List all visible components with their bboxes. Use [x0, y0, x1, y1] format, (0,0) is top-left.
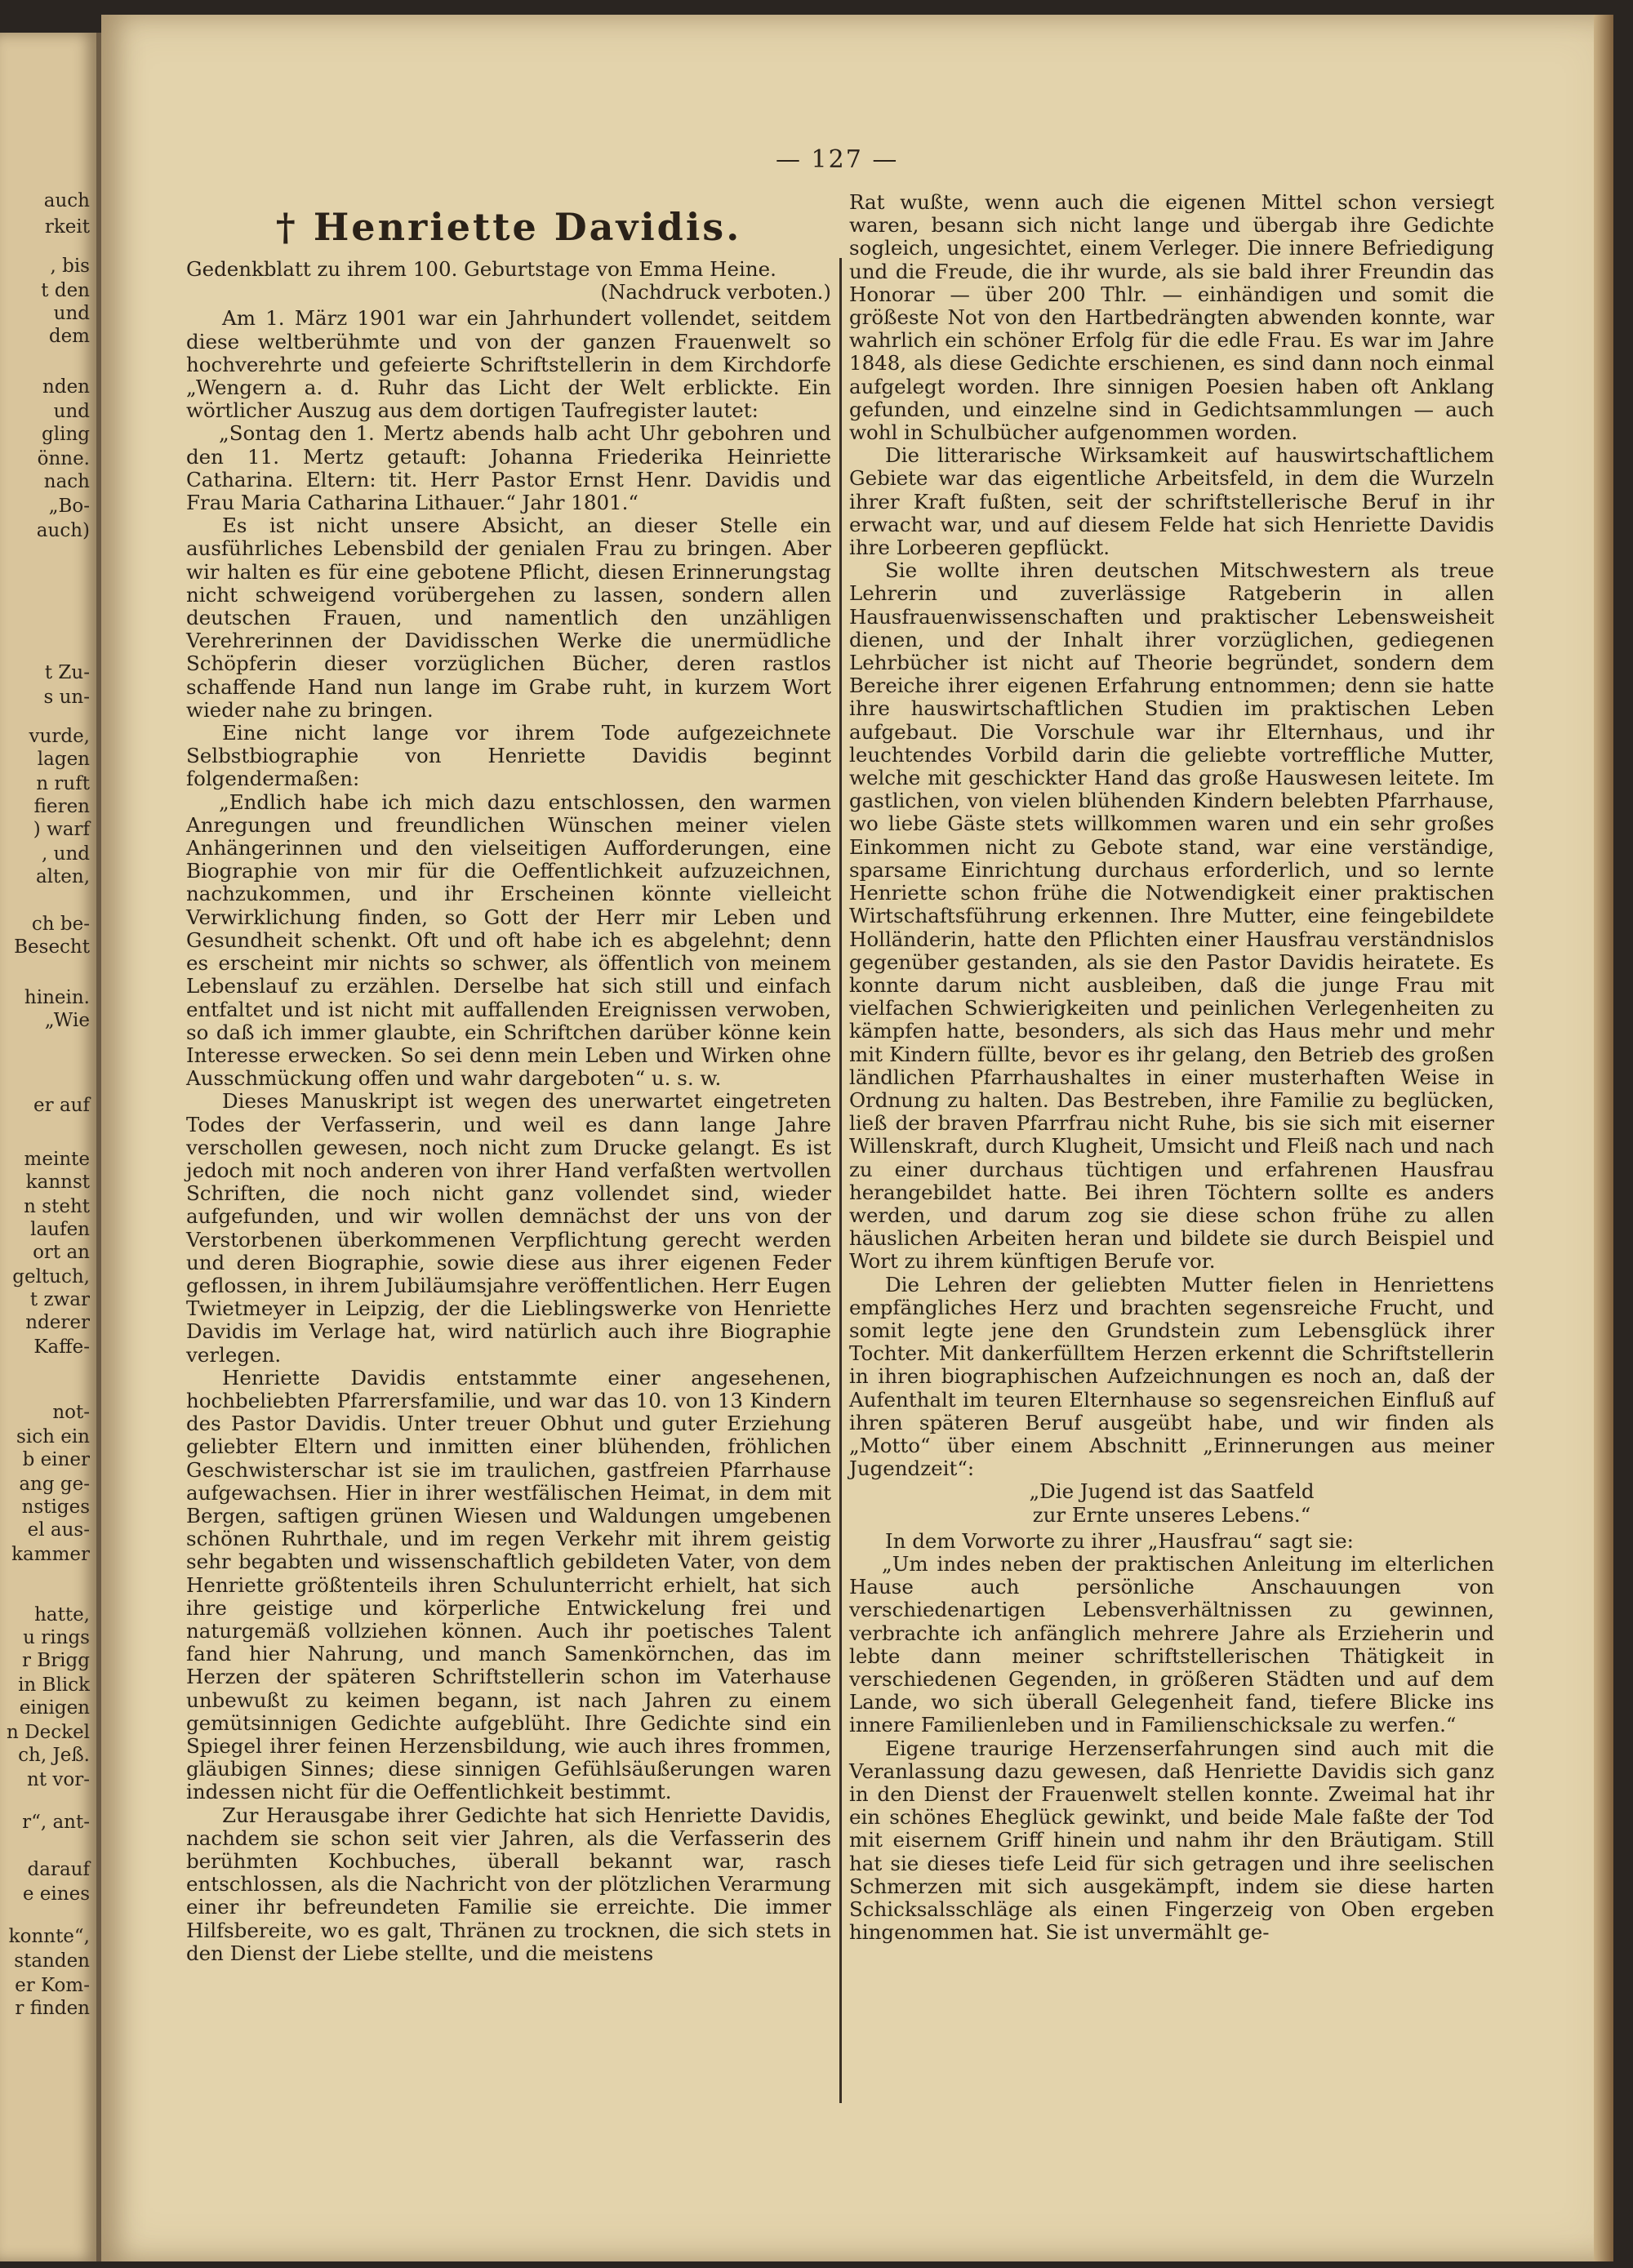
autobiography-quote: „Endlich habe ich mich dazu entschlossen, den warmen Anregungen und freundlichen Wünschen meiner vielen Anhängerinnen und den vielseitigen Aufforderungen, eine Biographie von mir für die Oeffentlichkeit aufzuzeichnen, nachzukommen, und ihr Erscheinen könnte vielleicht Verwirklichung finden, so Gott der Herr mir Leben und Gesundheit schenkt. Oft und oft habe ich es abgelehnt; denn es erscheint mir nichts so schwer, als öffentlich von meinem Lebenslauf zu erzählen. Derselbe hat sich still und einfach entfaltet und ist nicht mit auffallenden Ereignissen verwoben, so daß ich immer glaubte, ein Schriftchen darüber könne kein Interesse erwecken. So sei denn mein Leben und Wirken ohne Ausschmückung offen und wahr dargeboten“ u. s. w. — [186, 789, 831, 1091]
adjacent-page-fragment: ort an — [33, 1242, 90, 1263]
adjacent-page-fragment: darauf — [27, 1859, 90, 1880]
adjacent-page-fragment: not- — [52, 1402, 90, 1423]
adjacent-page-fragment: laufen — [30, 1219, 90, 1240]
paragraph: In dem Vorworte zu ihrer „Hausfrau“ sagt sie: — [885, 1528, 1354, 1553]
paragraph: Am 1. März 1901 war ein Jahrhundert vollendet, seitdem diese weltberühmte und von der ganzen Frauenwelt so hochverehrte und gefeierte Schriftstellerin in dem Kirchdorfe „Wengern a. d. Ruhr das Licht der Welt erblickte. Ein wörtlicher Auszug aus dem dortigen Taufregister lautet: — [186, 306, 831, 423]
adjacent-page-fragment: vurde, — [29, 726, 90, 747]
adjacent-page-fragment: t den — [41, 280, 90, 301]
adjacent-page-fragment: gling — [42, 424, 90, 445]
adjacent-page-fragment: „Wie — [44, 1010, 90, 1031]
motto-verse-line: zur Ernte unseres Lebens.“ — [1032, 1502, 1311, 1527]
column-rule — [839, 258, 842, 2103]
adjacent-page-fragment: n steht — [24, 1196, 90, 1217]
adjacent-page-fragment: r“, ant- — [22, 1812, 90, 1833]
adjacent-page-fragment: nderer — [25, 1312, 90, 1333]
adjacent-page-fragment: lagen — [37, 749, 90, 770]
adjacent-page-fragment: hinein. — [24, 987, 90, 1008]
adjacent-page-fragment: dem — [48, 326, 90, 347]
adjacent-page-fragment: r Brigg — [21, 1650, 90, 1671]
adjacent-page-fragment: r finden — [15, 1998, 90, 2019]
motto-verse-line: „Die Jugend ist das Saatfeld — [1029, 1479, 1315, 1504]
adjacent-page-fragment: meinte — [24, 1149, 90, 1170]
reprint-note: (Nachdruck verboten.) — [600, 280, 831, 305]
adjacent-page-fragment: t zwar — [29, 1289, 90, 1310]
adjacent-page-fragment: einigen — [19, 1697, 90, 1719]
adjacent-page-fragment: nden — [42, 376, 90, 398]
adjacent-page-fragment: el aus- — [27, 1519, 90, 1541]
adjacent-page-fragment: n Deckel — [7, 1722, 90, 1743]
adjacent-page-fragment: und — [53, 303, 90, 324]
adjacent-page-fragment: ch, Jeß. — [18, 1745, 90, 1766]
paragraph: Sie wollte ihren deutschen Mitschwestern als treue Lehrerin und zuverlässige Ratgeberin in allen Hausfrauenwissenschaften und praktischer Lebensweisheit dienen, und der Inhalt ihrer vorzüglichen, gediegenen Lehrbücher ist nicht auf Theorie begründet, sondern dem Bereiche ihrer eigenen Erfahrung entnommen; denn sie hatte ihre hauswirtschaftlichen Studien im praktischen Leben aufgebaut. Die Vorschule war ihr Elternhaus, und ihr leuchtendes Vorbild darin die geliebte vortreffliche Mutter, welche mit geschickter Hand das große Hauswesen leitete. Im gastlichen, von vielen blühenden Kindern belebten Pfarrhause, wo liebe Gäste stets willkommen waren und ein sehr großes Einkommen nicht zu Gebote stand, war eine verständige, sparsame Einrichtung durchaus erforderlich, und so lernte Henriette schon frühe die Notwendigkeit einer praktischen Wirtschaftsführung erkennen. Ihre Mutter, eine feingebildete Holländerin, hatte den Pflichten einer Hausfrau verständnislos gegenüber gestanden, als sie den Pastor Davidis heiratete. Es konnte darum nicht ausbleiben, daß die junge Frau mit vielfachen Schwierigkeiten und peinlichen Verlegenheiten zu kämpfen hatte, besonders, als sich das Haus mehr und mehr mit Kindern füllte, bevor es ihr gelang, den Betrieb des großen ländlichen Pfarrhaushaltes in einer musterhaften Weise in Ordnung zu halten. Das Bestreben, ihre Familie zu beglücken, ließ der braven Pfarrfrau nicht Ruhe, bis sie sich mit eiserner Willenskraft, durch Klugheit, Umsicht und Fleiß nach und nach zu einer durchaus tüchtigen und erfahrenen Hausfrau herangebildet hatte. Bei ihren Töchtern sollte es anders werden, und darum zog sie diese schon frühe zu allen häuslichen Arbeiten heran und bildete sie durch Beispiel und Wort zu ihrem künftigen Berufe vor. — [849, 558, 1494, 1274]
paragraph-continued: Rat wußte, wenn auch die eigenen Mittel schon versiegt waren, besann sich nicht lange und übergab ihre Gedichte sogleich, ungesichtet, einem Verleger. Die innere Befriedigung und die Freude, die ihr wurde, als sie bald ihrer Freundin das Honorar — über 200 Thlr. — einhändigen und somit die größeste Not von den Hartbedrängten abwenden konnte, war wahrlich ein schöner Erfolg für die edle Frau. Es war im Jahre 1848, als diese Gedichte erschienen, es sind dann noch einmal aufgelegt worden. Ihre sinnigen Poesien haben oft Anklang gefunden, und einzelne sind in Gedichtsammlungen — auch wohl in Schulbücher aufgenommen worden. — [849, 190, 1494, 445]
adjacent-page-fragment: kammer — [11, 1544, 90, 1565]
adjacent-page-fragment: nt vor- — [27, 1769, 90, 1790]
adjacent-page-fragment: standen — [14, 1950, 90, 1972]
adjacent-page-fragment: und — [53, 401, 90, 422]
adjacent-page-fragment: Kaffe- — [33, 1336, 90, 1358]
adjacent-page-fragment: önne. — [37, 448, 90, 469]
paragraph: Henriette Davidis entstammte einer angesehenen, hochbeliebten Pfarrersfamilie, und war das 10. von 13 Kindern des Pastor Davidis. Unter treuer Obhut und guter Erziehung geliebter Eltern und inmitten einer blühenden, fröhlichen Geschwisterschar ist sie im traulichen, gastfreien Pfarrhause aufgewachsen. Hier in ihrer westfälischen Heimat, in dem mit Bergen, saftigen grünen Wiesen und Waldungen umgebenen schönen Ruhrthale, und im regen Verkehr mit ihrem geistig sehr begabten und wissenschaftlich gebildeten Vater, von dem Henriette größtenteils ihren Schulunterricht erhielt, hat sich ihre geistige und körperliche Entwickelung frei und naturgemäß vollziehen können. Auch ihr poetisches Talent fand hier Nahrung, und manch Samenkörnchen, das im Herzen der späteren Schriftstellerin schon im Vaterhause unbewußt zu keimen begann, ist nach Jahren zu einem gemütsinnigen Gedichte aufgeblüht. Ihre Gedichte sind ein Spiegel ihrer feinen Herzensbildung, wie auch ihres frommen, gläubigen Sinnes; diese sinnigen Gefühlsäußerungen waren indessen nicht für die Oeffentlichkeit bestimmt. — [186, 1365, 831, 1804]
article-subtitle: Gedenkblatt zu ihrem 100. Geburtstage von Emma Heine. — [186, 257, 776, 281]
adjacent-page-fragment: ch be- — [31, 914, 90, 935]
adjacent-page-fragment: rkeit — [44, 216, 90, 238]
adjacent-page-fragment: s un- — [43, 687, 90, 708]
adjacent-page-fragment: , bis — [50, 256, 90, 277]
adjacent-page-fragment: Besecht — [14, 936, 90, 958]
adjacent-page-fragment: konnte“, — [8, 1926, 90, 1947]
adjacent-page-fragment: sich ein — [16, 1426, 90, 1448]
adjacent-page-fragment: hatte, — [34, 1604, 90, 1625]
article-title: † Henriette Davidis. — [275, 205, 742, 249]
adjacent-page-fragment: auch) — [36, 520, 90, 541]
adjacent-page-fragment: , und — [42, 843, 90, 865]
page-edge-shadow — [1594, 15, 1613, 2261]
adjacent-page-fragment: in Blick — [18, 1674, 90, 1696]
adjacent-page-fragment: alten, — [35, 866, 90, 887]
left-column — [186, 201, 831, 1965]
paragraph: Die litterarische Wirksamkeit auf hauswirtschaftlichem Gebiete war das eigentliche Arbeitsfeld, in dem die Wurzeln ihrer Kraft fußten, seit der schriftstellerische Beruf in ihr erwacht war, und auf diesem Felde hat sich Henriette Davidis ihre Lorbeeren gepflückt. — [849, 443, 1494, 560]
paragraph: Dieses Manuskript ist wegen des unerwartet eingetreten Todes der Verfasserin, und weil es dann lange Jahre verschollen gewesen, noch nicht zum Drucke gelangt. Es ist jedoch mit noch anderen von ihrer Hand verfaßten wertvollen Schriften, die noch nicht ganz vollendet sind, wieder aufgefunden, und wir wollen demnächst der uns von der Verstorbenen überkommenen Verpflichtung gerecht werden und deren Biographie, sowie diese aus ihrer eigenen Feder geflossen, in ihrem Jubiläumsjahre veröffentlichen. Herr Eugen Twietmeyer in Leipzig, der die Lieblingswerke von Henriette Davidis im Verlage hat, wird natürlich auch ihre Biographie verlegen. — [186, 1089, 831, 1367]
adjacent-page-fragment: n ruft — [36, 773, 90, 794]
baptism-register-quote: „Sontag den 1. Mertz abends halb acht Uhr gebohren und den 11. Mertz getauft: Johanna Friederika Heinriette Catharina. Eltern: tit. Herr Pastor Ernst Henr. Davidis und Frau Maria Catharina Lithauer.“ Jahr 1801.“ — [186, 421, 831, 515]
adjacent-page-fragment: e eines — [22, 1883, 90, 1905]
adjacent-page-fragment: geltuch, — [12, 1266, 90, 1287]
newspaper-page — [101, 15, 1613, 2261]
adjacent-page-fragment: nstiges — [21, 1496, 90, 1518]
right-column — [849, 191, 1494, 1944]
adjacent-page-fragment: er auf — [33, 1095, 90, 1116]
hausfrau-preface-quote: „Um indes neben der praktischen Anleitung im elterlichen Hause auch persönliche Anschauungen von verschiedenartigen Lebensverhältnissen zu gewinnen, verbrachte ich anfänglich mehrere Jahre als Erzieherin und lebte dann meiner schriftstellerischen Thätigkeit in verschiedenen Gegenden, in größeren Städten und auf dem Lande, wo sich überall Gelegenheit fand, tiefere Blicke ins innere Familienleben und in Familienschicksale zu werfen.“ — [849, 1551, 1494, 1737]
adjacent-page-fragment: er Kom- — [15, 1975, 90, 1996]
adjacent-page-fragment: t Zu- — [44, 662, 90, 683]
adjacent-page-fragment: kannst — [25, 1172, 90, 1193]
paragraph: Zur Herausgabe ihrer Gedichte hat sich Henriette Davidis, nachdem sie schon seit vier Jahren, als die Verfasserin des berühmten Kochbuches, überall bekannt war, rasch entschlossen, als die Nachricht von der plötzlichen Verarmung einer ihr befreundeten Familie sie erreichte. Die immer Hilfsbereite, wo es galt, Thränen zu trocknen, die sich stets in den Dienst der Liebe stellte, und die meistens — [186, 1803, 831, 1965]
paragraph: Die Lehren der geliebten Mutter fielen in Henriettens empfängliches Herz und brachten segensreiche Frucht, und somit legte jene den Grundstein zum Lebensglück ihrer Tochter. Mit dankerfülltem Herzen erkennt die Schriftstellerin in ihren biographischen Aufzeichnungen es noch an, daß der Aufenthalt im teuren Elternhause so segensreichen Einfluß auf ihren späteren Beruf ausgeübt habe, und wir finden als „Motto“ über einem Abschnitt „Erinnerungen aus meiner Jugendzeit“: — [849, 1272, 1494, 1481]
adjacent-page-fragment: u rings — [23, 1627, 90, 1648]
adjacent-page-fragment: fieren — [33, 796, 90, 817]
paragraph: Eigene traurige Herzenserfahrungen sind auch mit die Veranlassung dazu gewesen, daß Henriette Davidis sich ganz in den Dienst der Frauenwelt stellen konnte. Zweimal hat ihr ein schönes Eheglück gewinkt, und beide Male faßte der Tod mit eisernem Griff hinein und nahm ihr den Bräutigam. Still hat sie dieses tiefe Leid für sich getragen und ihre seelischen Schmerzen mit sich ausgekämpft, indem sie diese harten Schicksalsschläge als einen Fingerzeig von Oben ergeben hingenommen hat. Sie ist unvermählt ge- — [849, 1736, 1494, 1945]
adjacent-page-edge — [0, 33, 101, 2261]
page-number: — 127 — — [776, 145, 899, 174]
adjacent-page-fragment: b einer — [22, 1449, 90, 1470]
adjacent-page-fragment: auch — [43, 190, 90, 211]
paragraph: Es ist nicht unsere Absicht, an dieser Stelle ein ausführliches Lebensbild der genialen Frau zu bringen. Aber wir halten es für eine gebotene Pflicht, diesen Erinnerungstag nicht schweigend vorübergehen zu lassen, sondern allen deutschen Frauen, und namentlich den unzähligen Verehrerinnen der Davidisschen Werke die unermüdliche Schöpferin dieser vorzüglichen Bücher, deren rastlos schaffende Hand nun lange im Grabe ruht, in kurzem Wort wieder nahe zu bringen. — [186, 514, 831, 722]
adjacent-page-fragment: „Bo- — [48, 496, 90, 517]
paragraph: Eine nicht lange vor ihrem Tode aufgezeichnete Selbstbiographie von Henriette Davidis beginnt folgendermaßen: — [186, 721, 831, 791]
adjacent-page-fragment: ang ge- — [19, 1474, 90, 1495]
adjacent-page-fragment: ) warf — [33, 819, 90, 840]
adjacent-page-fragment: nach — [43, 471, 90, 492]
